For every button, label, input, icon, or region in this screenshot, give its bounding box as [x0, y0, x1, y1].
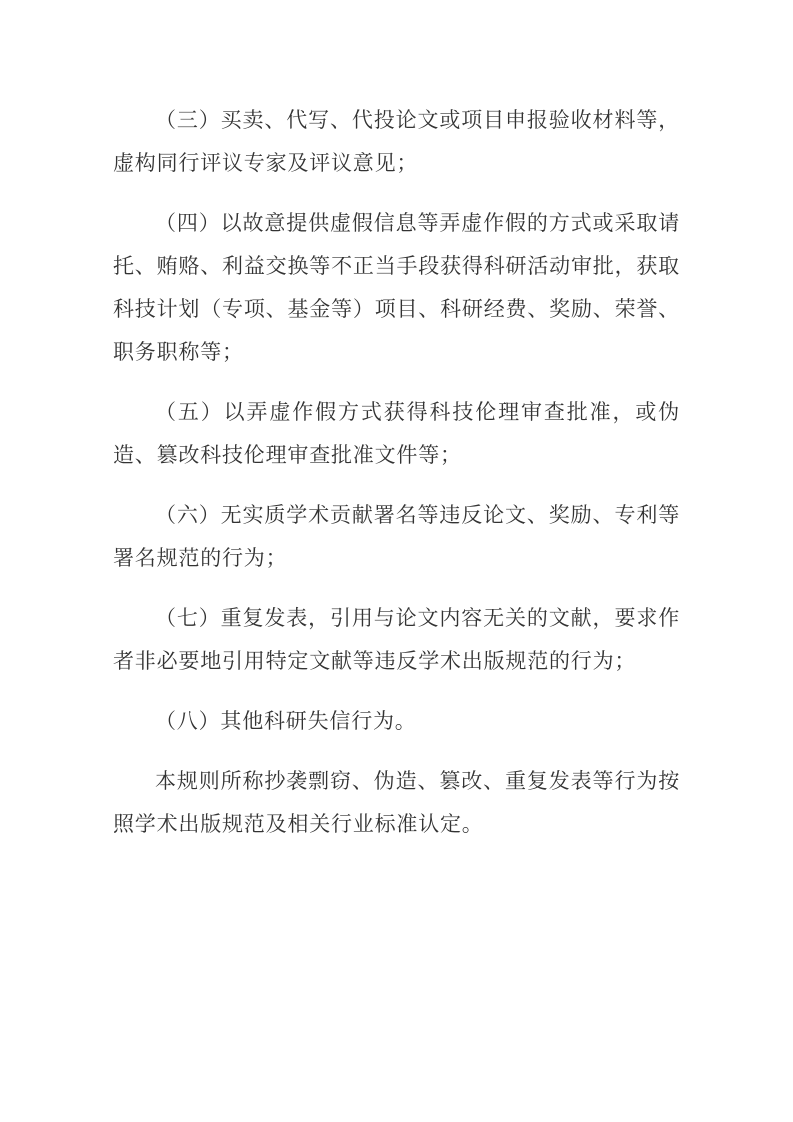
- paragraph-item-8: （八）其他科研失信行为。: [155, 709, 417, 733]
- paragraph-item-5: （五）以弄虚作假方式获得科技伦理审查批准，或伪造、篡改科技伦理审查批准文件等；: [113, 400, 680, 467]
- paragraph-item-3: （三）买卖、代写、代投论文或项目申报验收材料等，虚构同行评议专家及评议意见；: [113, 108, 680, 175]
- document-body: [113, 99, 680, 863]
- paragraph-item-7: （七）重复发表，引用与论文内容无关的文献，要求作者非必要地引用特定文献等违反学术出版规范的行为；: [113, 606, 680, 673]
- paragraph-item-4: （四）以故意提供虚假信息等弄虚作假的方式或采取请托、贿赂、利益交换等不正当手段获得科研活动审批，获取科技计划（专项、基金等）项目、科研经费、奖励、荣誉、职务职称等；: [113, 211, 680, 364]
- paragraph-closing: 本规则所称抄袭剽窃、伪造、篡改、重复发表等行为按照学术出版规范及相关行业标准认定。: [113, 769, 680, 836]
- paragraph-item-6: （六）无实质学术贡献署名等违反论文、奖励、专利等署名规范的行为；: [113, 503, 680, 570]
